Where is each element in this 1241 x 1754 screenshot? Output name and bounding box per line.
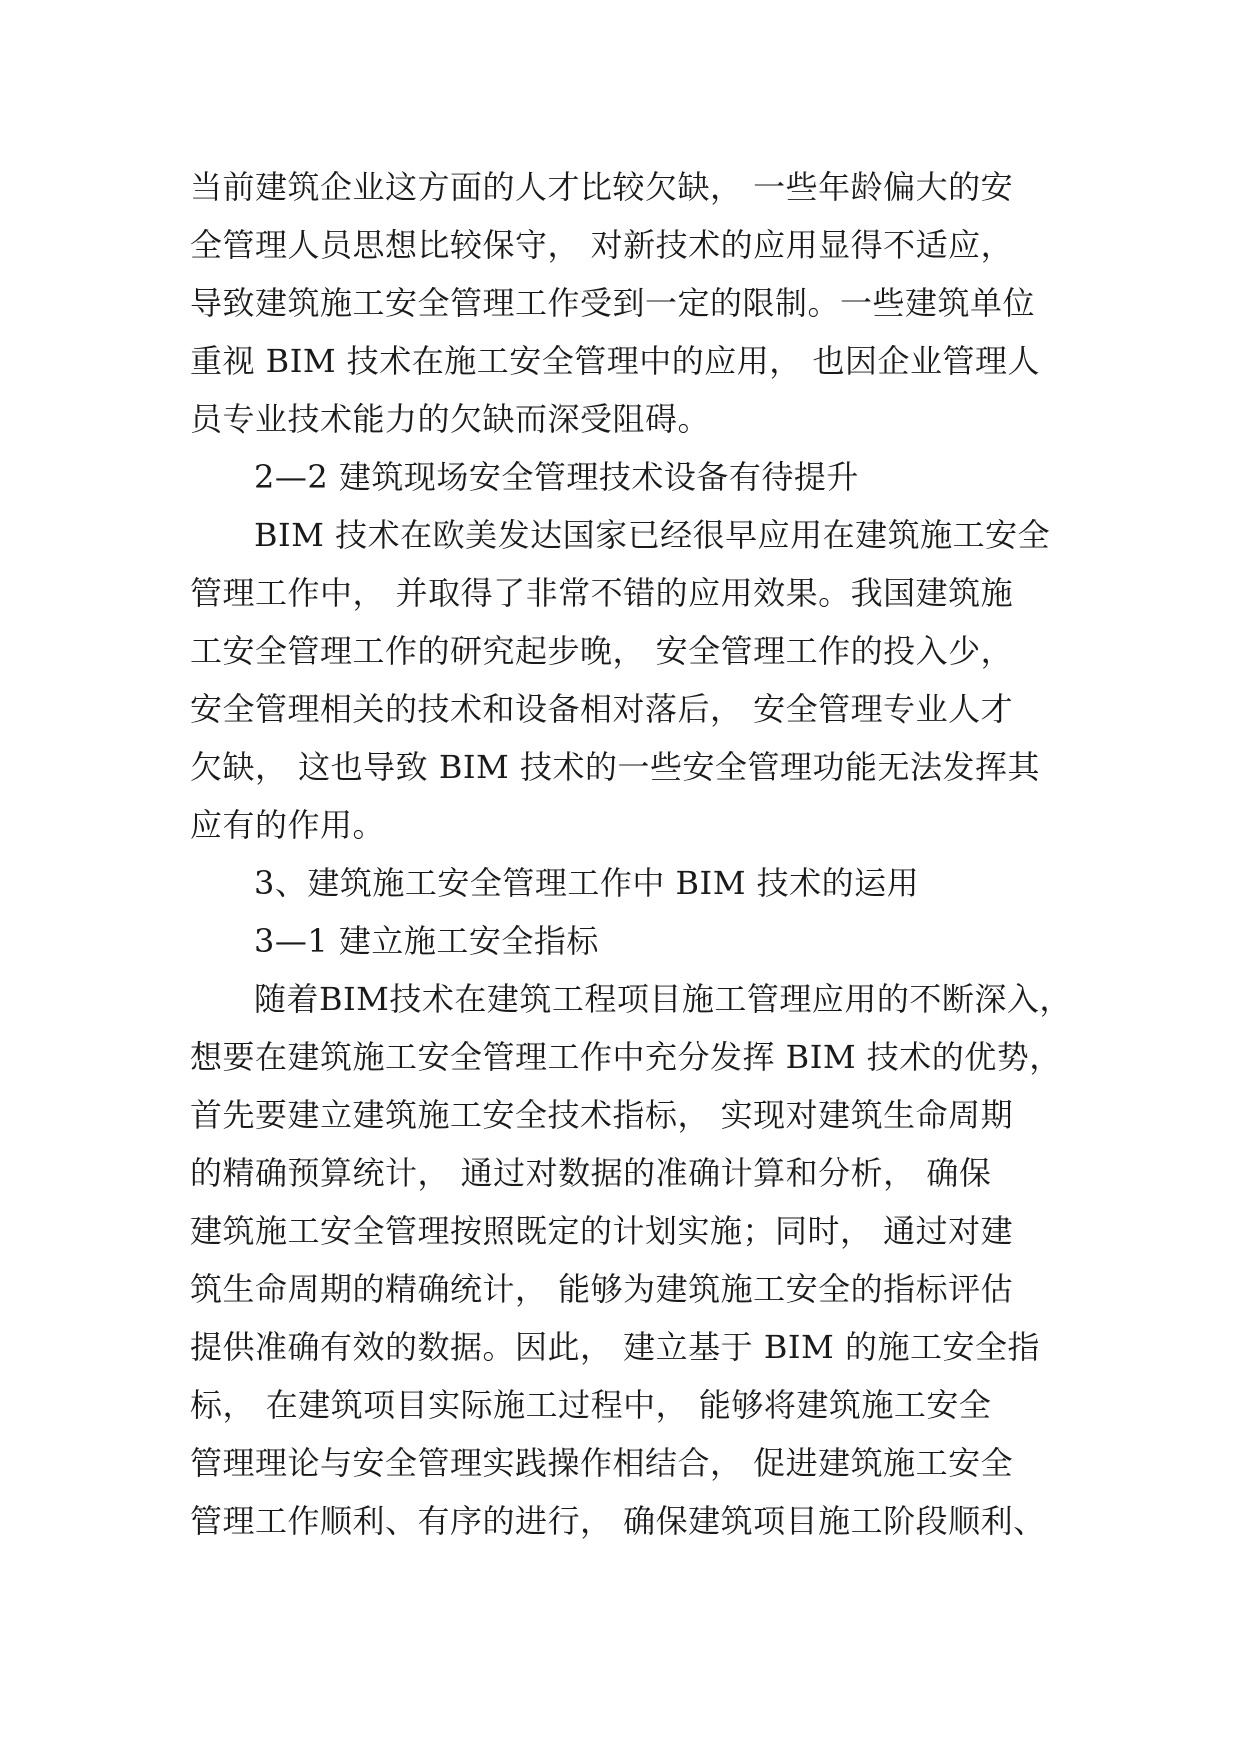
- text-line: 的精确预算统计， 通过对数据的准确计算和分析， 确保: [190, 1154, 992, 1192]
- text-line: 首先要建立建筑施工安全技术指标， 实现对建筑生命周期: [190, 1096, 1014, 1134]
- text-line: BIM 技术在欧美发达国家已经很早应用在建筑施工安全: [254, 516, 1051, 554]
- text-line: 重视 BIM 技术在施工安全管理中的应用， 也因企业管理人: [190, 342, 1040, 380]
- text-line: 欠缺， 这也导致 BIM 技术的一些安全管理功能无法发挥其: [190, 748, 1040, 786]
- text-line: 管理工作中， 并取得了非常不错的应用效果。我国建筑施: [190, 574, 1014, 612]
- text-line: 随着BIM技术在建筑工程项目施工管理应用的不断深入，: [254, 980, 1072, 1018]
- text-line: 想要在建筑施工安全管理工作中充分发挥 BIM 技术的优势，: [190, 1038, 1062, 1076]
- text-line: 管理工作顺利、有序的进行， 确保建筑项目施工阶段顺利、: [190, 1502, 1046, 1540]
- text-line: 管理理论与安全管理实践操作相结合， 促进建筑施工安全: [190, 1444, 1014, 1482]
- text-line: 应有的作用。: [190, 806, 386, 844]
- body-text: [190, 158, 1070, 1550]
- text-line: 标， 在建筑项目实际施工过程中， 能够将建筑施工安全: [190, 1386, 992, 1424]
- section-heading-3: 3、建筑施工安全管理工作中 BIM 技术的运用: [254, 864, 920, 902]
- text-line: 筑生命周期的精确统计， 能够为建筑施工安全的指标评估: [190, 1270, 1014, 1308]
- text-line: 工安全管理工作的研究起步晚， 安全管理工作的投入少，: [190, 632, 1014, 670]
- text-line: 建筑施工安全管理按照既定的计划实施；同时， 通过对建: [190, 1212, 1014, 1250]
- section-heading-2-2: 2—2 建筑现场安全管理技术设备有待提升: [254, 458, 859, 496]
- text-line: 导致建筑施工安全管理工作受到一定的限制。一些建筑单位: [190, 284, 1036, 322]
- section-heading-3-1: 3—1 建立施工安全指标: [254, 922, 599, 960]
- text-line: 员专业技术能力的欠缺而深受阻碍。: [190, 400, 711, 438]
- text-line: 提供准确有效的数据。因此， 建立基于 BIM 的施工安全指: [190, 1328, 1040, 1366]
- text-line: 安全管理相关的技术和设备相对落后， 安全管理专业人才: [190, 690, 1014, 728]
- text-line: 全管理人员思想比较保守， 对新技术的应用显得不适应，: [190, 226, 1014, 264]
- text-line: 当前建筑企业这方面的人才比较欠缺， 一些年龄偏大的安: [190, 168, 1014, 206]
